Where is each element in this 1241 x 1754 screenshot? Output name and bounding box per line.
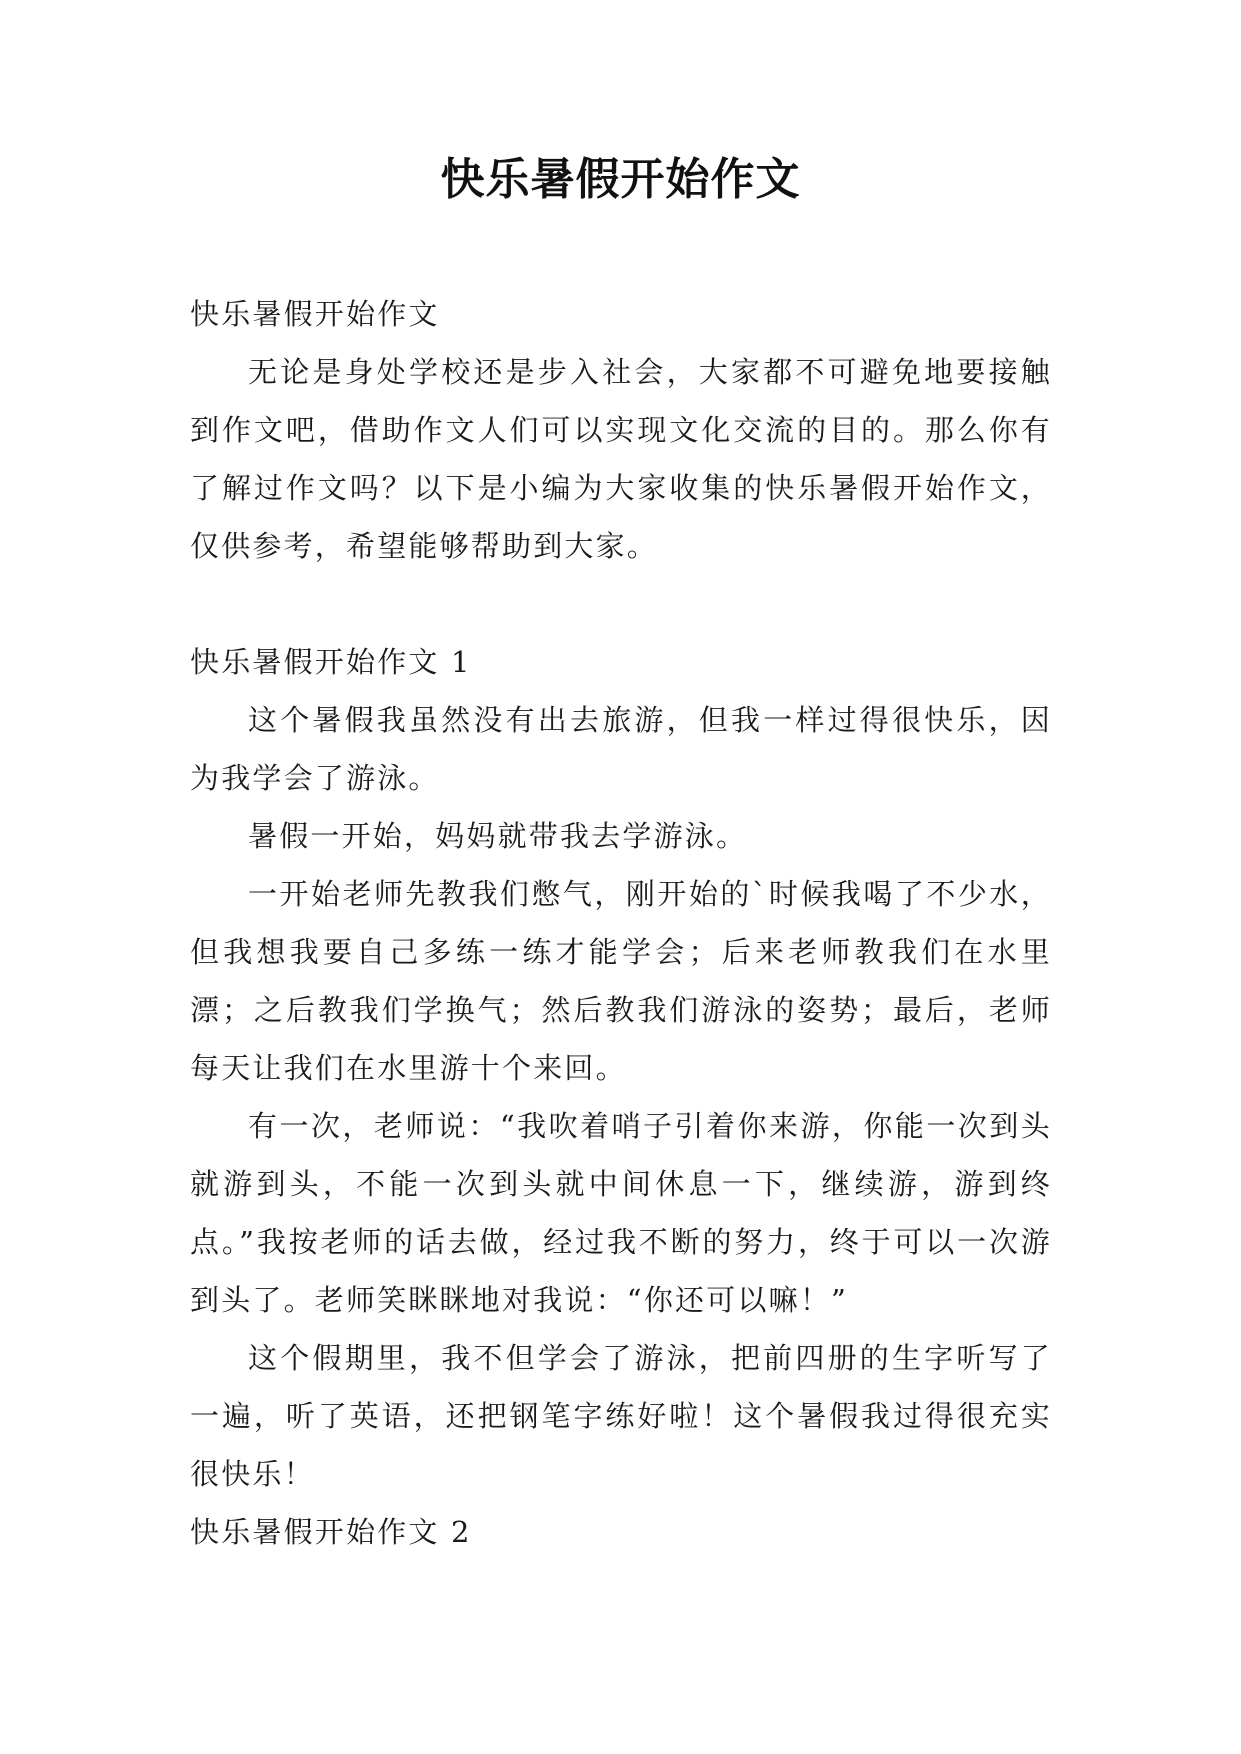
essay1-paragraph-2: 暑假一开始，妈妈就带我去学游泳。	[248, 819, 748, 853]
essay1-paragraph-3: 一开始老师先教我们憋气，刚开始的`时候我喝了不少水，但我想我要自己多练一练才能学会；后来老师教我们在水里漂；之后教我们学换气；然后教我们游泳的姿势；最后，老师每天让我们在水里游十个来回。	[190, 877, 1052, 1085]
essay1-paragraph-1: 这个暑假我虽然没有出去旅游，但我一样过得很快乐，因为我学会了游泳。	[190, 703, 1052, 795]
document-title: 快乐暑假开始作文	[440, 154, 801, 205]
essay-heading-2: 快乐暑假开始作文 2	[190, 1515, 472, 1549]
document-subtitle: 快乐暑假开始作文	[190, 297, 440, 331]
essay-heading-1: 快乐暑假开始作文 1	[190, 645, 472, 679]
document-body	[190, 285, 1052, 1561]
intro-paragraph: 无论是身处学校还是步入社会，大家都不可避免地要接触到作文吧，借助作文人们可以实现文化交流的目的。那么你有了解过作文吗？以下是小编为大家收集的快乐暑假开始作文，仅供参考，希望能够帮助到大家。	[190, 355, 1052, 563]
section-spacer	[190, 575, 1052, 633]
essay1-paragraph-5: 这个假期里，我不但学会了游泳，把前四册的生字听写了一遍，听了英语，还把钢笔字练好啦！这个暑假我过得很充实很快乐！	[190, 1341, 1052, 1491]
essay1-paragraph-4: 有一次，老师说：“我吹着哨子引着你来游，你能一次到头就游到头，不能一次到头就中间休息一下，继续游，游到终点。”我按老师的话去做，经过我不断的努力，终于可以一次游到头了。老师笑眯眯地对我说：“你还可以嘛！”	[190, 1109, 1052, 1317]
